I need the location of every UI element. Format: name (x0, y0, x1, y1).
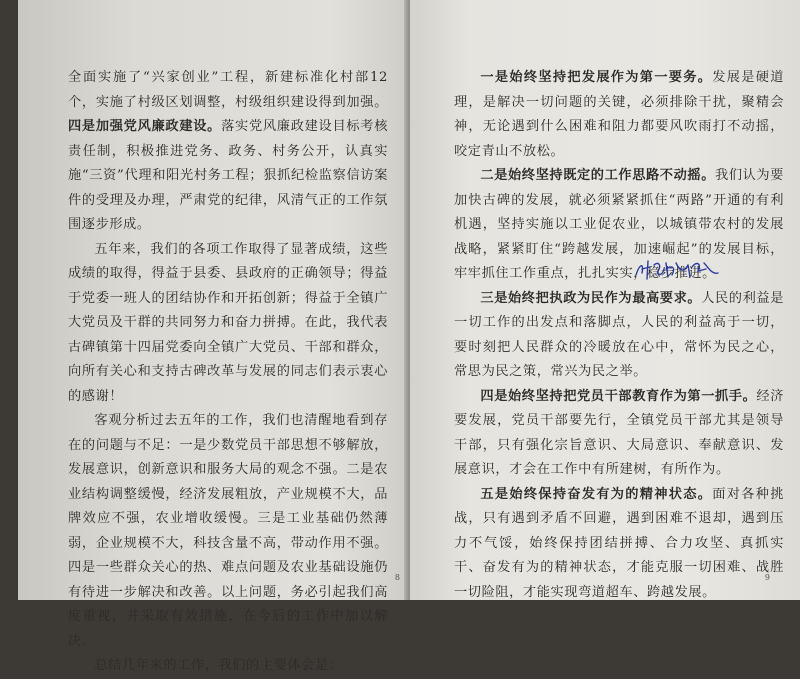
paragraph-text: 发展是硬道理，是解决一切问题的关键，必须排除干扰，聚精会神，无论遇到什么困难和阻力都要风吹雨打不动摇，咬定青山不放松。 (454, 70, 784, 159)
handwritten-signature (632, 257, 722, 283)
right-page (410, 0, 800, 600)
paragraph-text: 总结几年来的工作，我们的主要体会是： (94, 658, 343, 673)
paragraph (454, 385, 784, 483)
paragraph (454, 66, 784, 164)
right-page-body (454, 66, 784, 605)
bold-heading-text: 二是始终坚持既定的工作思路不动摇。 (480, 168, 716, 183)
paragraph (68, 238, 388, 410)
paragraph-text: 我们认为要加快古碑的发展，就必须紧紧抓住“两路”开通的有利机遇，坚持实施以工业促农业，以城镇带农村的发展战略，紧紧盯住“跨越发展，加速崛起”的发展目标，牢牢抓住工作重点，扎扎实实，稳步推进。 (454, 168, 785, 281)
page-number: 9 (764, 573, 770, 582)
paragraph-text: 面对各种挑战，只有遇到矛盾不回避，遇到困难不退却，遇到压力不气馁，始终保持团结拼搏、合力攻坚、真抓实干、奋发有为的精神状态，才能克服一切困难、战胜一切险阻，才能实现弯道超车、跨越发展。 (454, 486, 784, 600)
paragraph (68, 409, 388, 654)
paragraph-text: 经济要发展，党员干部要先行，全镇党员干部尤其是领导干部，只有强化宗旨意识、大局意识、奉献意识、发展意识，才会在工作中有所建树，有所作为。 (454, 388, 784, 477)
paragraph-text: 五年来，我们的各项工作取得了显著成绩，这些成绩的取得，得益于县委、县政府的正确领导；得益于党委一班人的团结协作和开拓创新；得益于全镇广大党员及干群的共同努力和奋力拼搏。在此，我代表古碑镇第十四届党委向全镇广大党员、干部和群众，向所有关心和支持古碑改革与发展的同志们表示衷心的感谢！ (68, 241, 388, 404)
bold-heading-text: 五是始终保持奋发有为的精神状态。 (480, 486, 713, 502)
bold-heading-text: 一是始终坚持把发展作为第一要务。 (480, 70, 713, 85)
left-page (18, 0, 408, 673)
paragraph (454, 164, 784, 287)
paragraph-text: 客观分析过去五年的工作，我们也清醒地看到存在的问题与不足：一是少数党员干部思想不够解放，发展意识，创新意识和服务大局的观念不强。二是农业结构调整缓慢，经济发展粗放，产业规模不大，品牌效应不强，农业增收缓慢。三是工业基础仍然薄弱，企业规模不大，科技含量不高，带动作用不强。四是一些群众关心的热、难点问题及农业基础设施仍有待进一步解决和改善。以上问题，务必引起我们高度重视，并采取有效措施，在今后的工作中加以解决。 (68, 413, 388, 649)
book-spread (18, 0, 800, 673)
paragraph (68, 654, 388, 679)
paragraph-text: 落实党风廉政建设目标考核责任制，积极推进党务、政务、村务公开，认真实施“三资”代理和阳光村务工程；狠抓纪检监察信访案件的受理及办理，严肃党的纪律，风清气正的工作氛围逐步形成。 (68, 119, 388, 232)
bold-heading-text: 三是始终把执政为民作为最高要求。 (480, 290, 702, 306)
paragraph-text: 全面实施了“兴家创业”工程，新建标准化村部12个，实施了村级区划调整，村级组织建设得到加强。 (68, 70, 388, 110)
paragraph (68, 66, 388, 238)
paragraph (454, 483, 784, 606)
left-page-body (68, 66, 388, 679)
page-number: 8 (394, 573, 400, 582)
paragraph (454, 287, 784, 385)
paragraph-text: 人民的利益是一切工作的出发点和落脚点，人民的利益高于一切，要时刻把人民群众的冷暖放在心中，常怀为民之心，常思为民之策，常兴为民之举。 (454, 290, 784, 379)
bold-heading-text: 四是始终坚持把党员干部教育作为第一抓手。 (480, 388, 757, 404)
bold-heading-text: 四是加强党风廉政建设。 (68, 119, 222, 134)
